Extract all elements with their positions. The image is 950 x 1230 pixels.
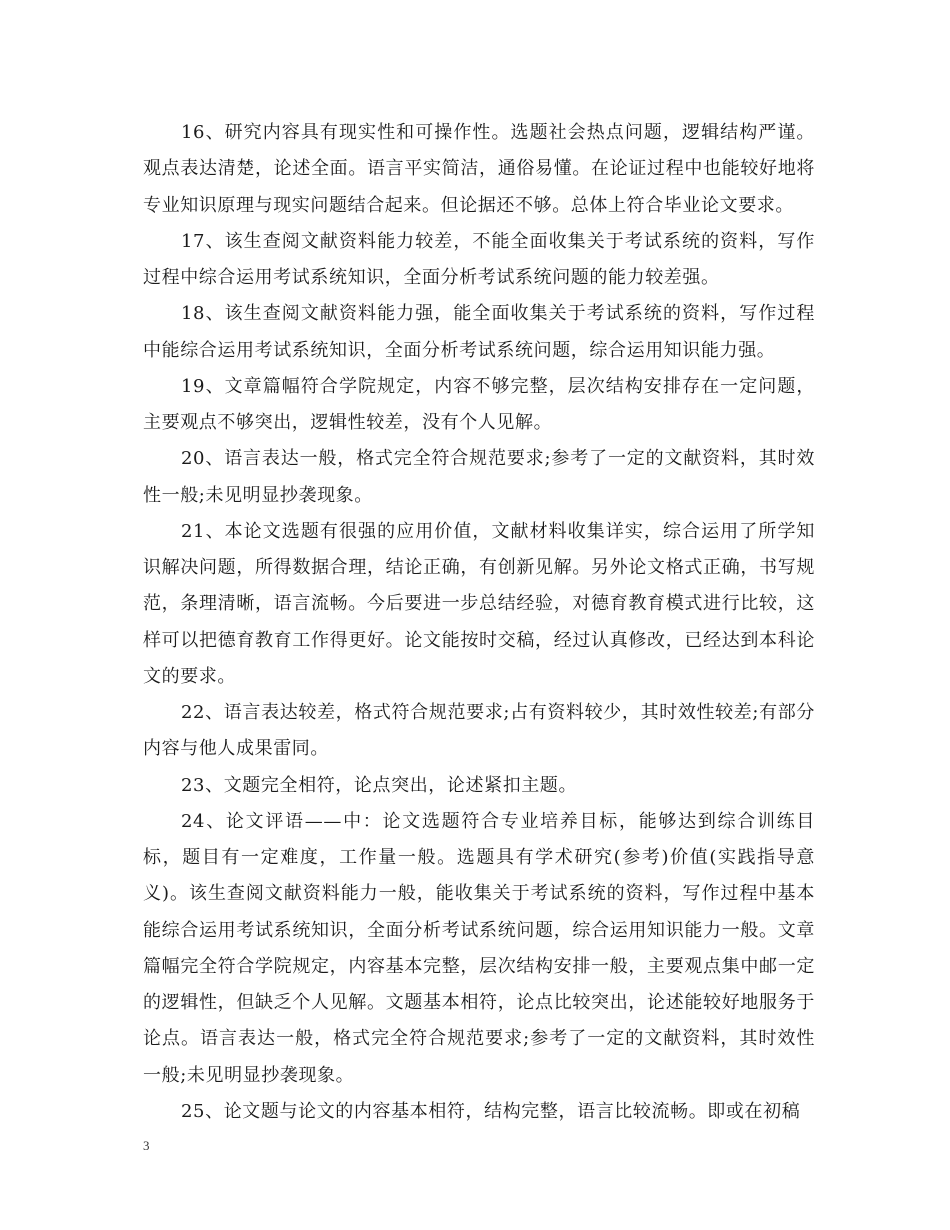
paragraph-24: 24、论文评语——中：论文选题符合专业培养目标，能够达到综合训练目标，题目有一定难度，工作量一般。选题具有学术研究(参考)价值(实践指导意义)。该生查阅文献资料能力一般，能收集关于考试系统的资料，写作过程中基本能综合运用考试系统知识，全面分析考试系统问题，综合运用知识能力一般。文章篇幅完全符合学院规定，内容基本完整，层次结构安排一般，主要观点集中邮一定的逻辑性，但缺乏个人见解。文题基本相符，论点比较突出，论述能较好地服务于论点。语言表达一般，格式完全符合规范要求;参考了一定的文献资料，其时效性一般;未见明显抄袭现象。 [143,810,815,1086]
paragraph-25: 25、论文题与论文的内容基本相符，结构完整，语言比较流畅。即或在初稿 [181,1100,801,1122]
paragraph-17: 17、该生查阅文献资料能力较差，不能全面收集关于考试系统的资料，写作过程中综合运用考试系统知识，全面分析考试系统问题的能力较差强。 [143,230,815,288]
page-number: 3 [143,1138,150,1153]
document-body [143,115,815,1130]
paragraph-19: 19、文章篇幅符合学院规定，内容不够完整，层次结构安排存在一定问题，主要观点不够突出，逻辑性较差，没有个人见解。 [143,375,815,433]
paragraph-16: 16、研究内容具有现实性和可操作性。选题社会热点问题，逻辑结构严谨。观点表达清楚，论述全面。语言平实简洁，通俗易懂。在论证过程中也能较好地将专业知识原理与现实问题结合起来。但论据还不够。总体上符合毕业论文要求。 [143,122,815,216]
paragraph-21: 21、本论文选题有很强的应用价值，文献材料收集详实，综合运用了所学知识解决问题，所得数据合理，结论正确，有创新见解。另外论文格式正确，书写规范，条理清晰，语言流畅。今后要进一步总结经验，对德育教育模式进行比较，这样可以把德育教育工作得更好。论文能按时交稿，经过认真修改，已经达到本科论文的要求。 [143,520,815,687]
paragraph-23: 23、文题完全相符，论点突出，论述紧扣主题。 [181,774,578,796]
paragraph-18: 18、该生查阅文献资料能力强，能全面收集关于考试系统的资料，写作过程中能综合运用考试系统知识，全面分析考试系统问题，综合运用知识能力强。 [143,303,815,361]
paragraph-20: 20、语言表达一般，格式完全符合规范要求;参考了一定的文献资料，其时效性一般;未见明显抄袭现象。 [143,448,815,506]
paragraph-22: 22、语言表达较差，格式符合规范要求;占有资料较少，其时效性较差;有部分内容与他人成果雷同。 [143,702,815,760]
